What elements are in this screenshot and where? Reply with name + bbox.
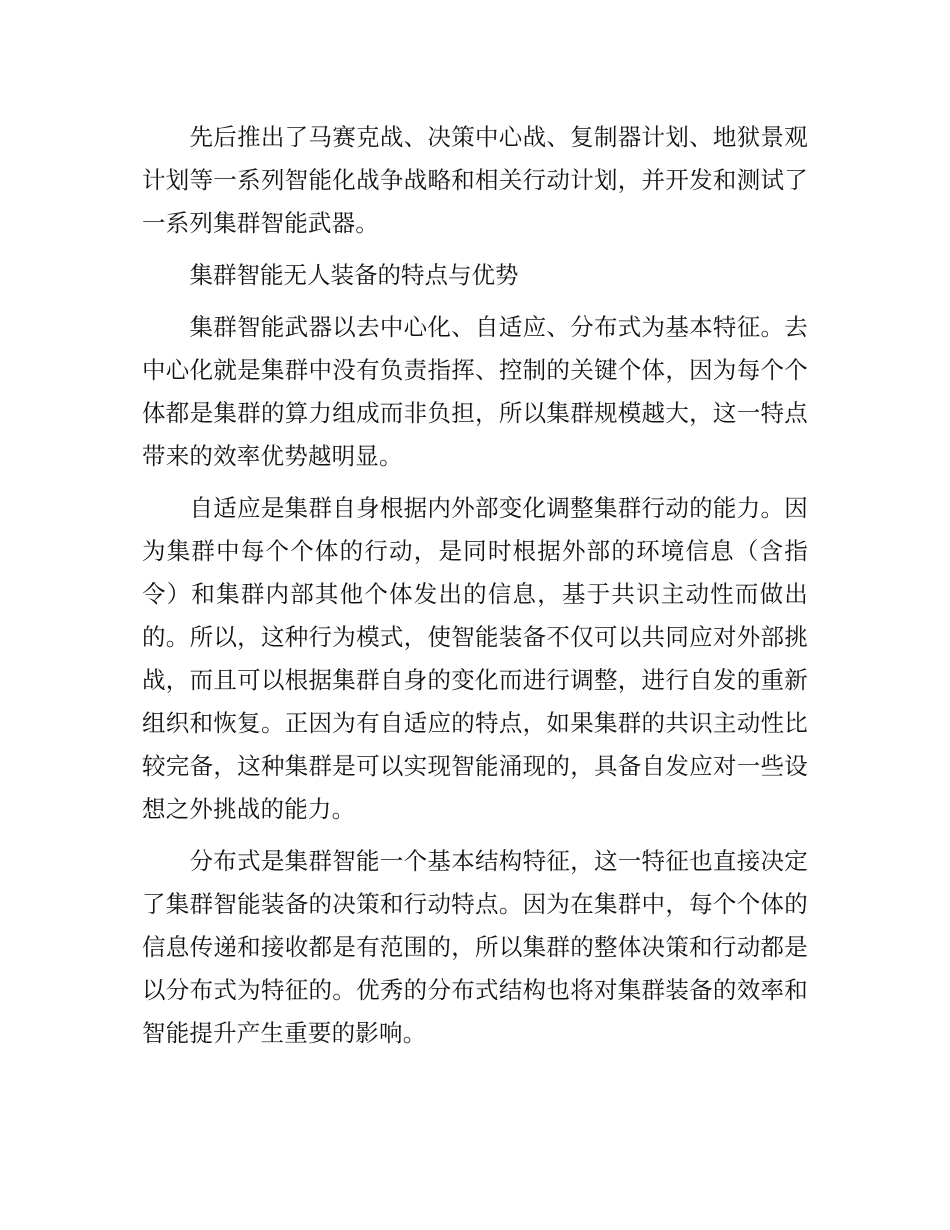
paragraph-decentralization: 集群智能武器以去中心化、自适应、分布式为基本特征。去中心化就是集群中没有负责指挥、控制的关键个体，因为每个个体都是集群的算力组成而非负担，所以集群规模越大，这一特点带来的效率优势越明显。 (142, 313, 808, 470)
paragraph-self-adaptive: 自适应是集群自身根据内外部变化调整集群行动的能力。因为集群中每个个体的行动，是同时根据外部的环境信息（含指令）和集群内部其他个体发出的信息，基于共识主动性而做出的。所以，这种行为模式，使智能装备不仅可以共同应对外部挑战，而且可以根据集群自身的变化而进行调整，进行自发的重新组织和恢复。正因为有自适应的特点，如果集群的共识主动性比较完备，这种集群是可以实现智能涌现的，具备自发应对一些设想之外挑战的能力。 (142, 494, 808, 823)
paragraph-intro: 先后推出了马赛克战、决策中心战、复制器计划、地狱景观计划等一系列智能化战争战略和相关行动计划，并开发和测试了一系列集群智能武器。 (142, 123, 808, 237)
document-page (142, 116, 808, 1064)
section-heading: 集群智能无人装备的特点与优势 (189, 261, 519, 289)
paragraph-distributed: 分布式是集群智能一个基本结构特征，这一特征也直接决定了集群智能装备的决策和行动特点。因为在集群中，每个个体的信息传递和接收都是有范围的，所以集群的整体决策和行动都是以分布式为特征的。优秀的分布式结构也将对集群装备的效率和智能提升产生重要的影响。 (142, 847, 808, 1047)
